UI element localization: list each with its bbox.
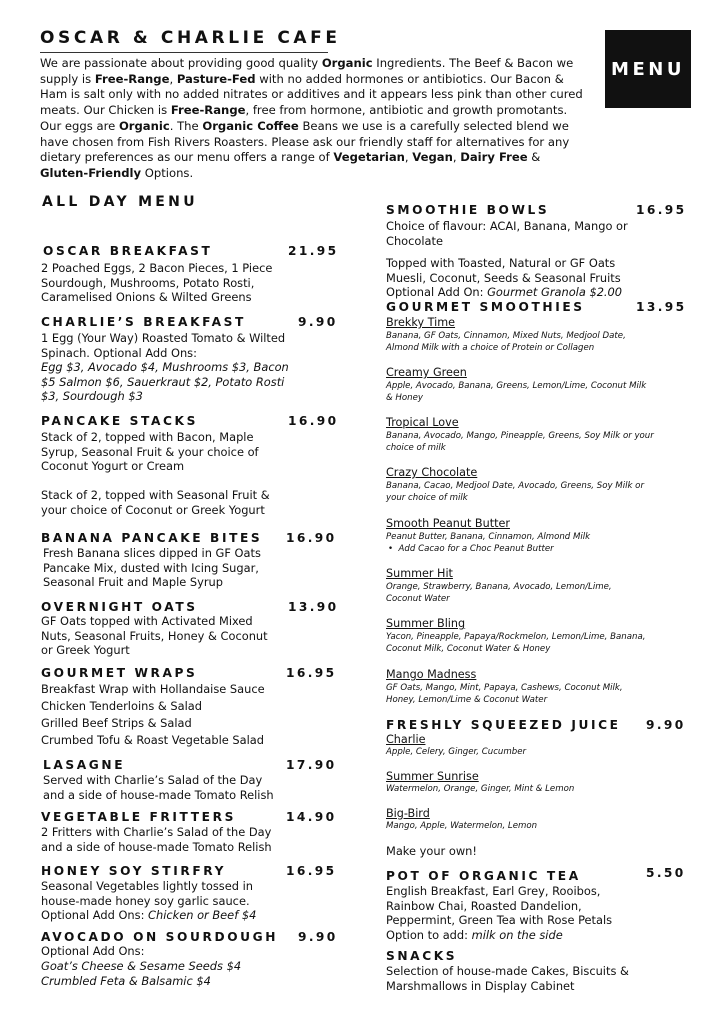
intro-text: Ingredients. The Beef & Bacon we supply is [40,56,574,86]
intro-emphasis: Vegan [412,150,453,165]
smoothie-ingredients: GF Oats, Mango, Mint, Papaya, Cashews, Coconut Milk, Honey, Lemon/Lime & Coconut Water [386,683,623,706]
lasagne-desc: Served with Charlie’s Salad of the Day and a side of house-made Tomato Relish [43,773,274,802]
charlies-breakfast-desc: 1 Egg (Your Way) Roasted Tomato & Wilted Spinach. Optional Add Ons: [41,331,286,360]
smoothie-name: Crazy Chocolate [386,466,478,479]
pancake-stacks-name: PANCAKE STACKS [41,414,198,428]
smoothie-name: Creamy Green [386,366,467,379]
vegetable-fritters-price: 14.90 [286,810,337,824]
intro-emphasis: Organic [118,118,170,133]
lasagne-name: LASAGNE [43,758,126,772]
oscar-breakfast-desc: 2 Poached Eggs, 2 Bacon Pieces, 1 Piece Sourdough, Mushrooms, Potato Rosti, Caramelised Onions & Wilted Greens [41,261,273,305]
charlies-breakfast-addons: Egg $3, Avocado $4, Mushrooms $3, Bacon $5 Salmon $6, Sauerkraut $2, Potato Rosti $3, Sourdough $3 [41,360,289,404]
charlies-breakfast-name: CHARLIE’S BREAKFAST [41,315,246,329]
pot-of-organic-tea-name: POT OF ORGANIC TEA [386,869,581,883]
intro-text: Options. [141,165,194,180]
intro-emphasis: Organic [321,56,373,70]
intro-emphasis: Free-Range [94,71,170,86]
juice-name: Summer Sunrise [386,770,479,783]
addon-value: Chicken or Beef $4 [148,908,257,922]
smoothie-bowls-name: SMOOTHIE BOWLS [386,203,550,217]
smoothie-ingredients: Yacon, Pineapple, Papaya/Rockmelon, Lemon/Lime, Banana, Coconut Milk, Coconut Water & Honey [386,632,646,655]
smoothie-bowls-topped: Topped with Toasted, Natural or GF Oats Muesli, Coconut, Seeds & Seasonal Fruits [386,256,621,285]
overnight-oats-desc: GF Oats topped with Activated Mixed Nuts, Seasonal Fruits, Honey & Coconut or Greek Yogurt [41,614,268,658]
intro-text: , free from hormone, antibiotic and growth promotants. Our eggs are [40,103,568,133]
smoothie-bowls-price: 16.95 [636,203,687,217]
menu-badge-label: MENU [611,58,685,80]
cafe-title: OSCAR & CHARLIE CAFE [40,28,341,48]
wrap-item: Breakfast Wrap with Hollandaise Sauce [41,682,265,696]
oscar-breakfast-name: OSCAR BREAKFAST [43,244,213,258]
bullet-icon: • [388,544,399,554]
intro-text: , [169,71,177,86]
intro-text: . The [169,118,203,133]
smoothie-bowls-addon [386,285,622,300]
snacks-name: SNACKS [386,949,458,963]
smoothie-name: Tropical Love [386,416,459,429]
juice-ingredients: Mango, Apple, Watermelon, Lemon [386,821,538,831]
pancake-stacks-desc-1: Stack of 2, topped with Bacon, Maple Syrup, Seasonal Fruit & your choice of Coconut Yogurt or Cream [41,430,259,474]
avocado-on-sourdough-name: AVOCADO ON SOURDOUGH [41,930,279,944]
smoothie-bowls-flavour: Choice of flavour: ACAI, Banana, Mango or Chocolate [386,219,628,248]
honey-soy-stirfry-desc: Seasonal Vegetables lightly tossed in house-made honey soy garlic sauce. [41,879,253,908]
gourmet-wraps-name: GOURMET WRAPS [41,666,198,680]
intro-text: We are passionate about providing good quality [40,56,322,70]
make-your-own: Make your own! [386,844,477,858]
oscar-breakfast-price: 21.95 [288,244,339,258]
intro-emphasis: Pasture-Fed [176,71,256,86]
intro-text: with no added hormones or antibiotics. Our Bacon & Ham is salt only with no added nitrates or additives and it appears less pink than other cured meats. Our Chicken is [40,71,583,118]
honey-soy-stirfry-name: HONEY SOY STIRFRY [41,864,227,878]
bullet-text: Add Cacao for a Choc Peanut Butter [398,544,554,554]
option-label: Option to add: [386,928,472,942]
smoothie-ingredients: Banana, Avocado, Mango, Pineapple, Greens, Soy Milk or your choice of milk [386,431,654,454]
intro-emphasis: Dairy Free [460,150,528,165]
avocado-addon-item: Crumbled Feta & Balsamic $4 [41,974,211,988]
intro-text: & [527,150,541,165]
smoothie-ingredients: Banana, GF Oats, Cinnamon, Mixed Nuts, Medjool Date, Almond Milk with a choice of Protein or Collagen [386,331,626,354]
smoothie-ingredients: Apple, Avocado, Banana, Greens, Lemon/Lime, Coconut Milk & Honey [386,381,647,404]
smoothie-name: Summer Bling [386,617,466,630]
intro-emphasis: Organic Coffee [202,118,299,133]
smoothie-ingredients: Orange, Strawberry, Banana, Avocado, Lemon/Lime, Coconut Water [386,582,612,605]
vegetable-fritters-name: VEGETABLE FRITTERS [41,810,236,824]
intro-emphasis: Free-Range [170,103,246,118]
avocado-addon-item: Goat’s Cheese & Sesame Seeds $4 [41,959,242,973]
addon-label: Optional Add Ons: [41,908,149,922]
intro-paragraph [40,56,590,182]
freshly-squeezed-juice-name: FRESHLY SQUEEZED JUICE [386,718,621,732]
wrap-item: Crumbed Tofu & Roast Vegetable Salad [41,733,264,747]
smoothie-name: Summer Hit [386,567,453,580]
overnight-oats-name: OVERNIGHT OATS [41,600,198,614]
lasagne-price: 17.90 [286,758,337,772]
pot-of-organic-tea-desc: English Breakfast, Earl Grey, Rooibos, Rainbow Chai, Roasted Dandelion, Peppermint, Green Tea with Rose Petals [386,884,613,928]
vegetable-fritters-desc: 2 Fritters with Charlie’s Salad of the Day and a side of house-made Tomato Relish [41,825,272,854]
all-day-menu-heading: ALL DAY MENU [42,194,198,210]
honey-soy-stirfry-price: 16.95 [286,864,337,878]
pot-of-organic-tea-price: 5.50 [646,866,686,880]
pancake-stacks-desc-2: Stack of 2, topped with Seasonal Fruit & your choice of Coconut or Greek Yogurt [41,488,270,517]
freshly-squeezed-juice-price: 9.90 [646,718,686,732]
intro-text: Beans we use is a carefully selected blend we have chosen from Fish Rivers Roasters. Please ask our friendly staff for alternatives for any dietary preferences as our menu offers a range of [40,118,570,165]
smoothie-name: Brekky Time [386,316,456,329]
gourmet-wraps-price: 16.95 [286,666,337,680]
charlies-breakfast-price: 9.90 [298,315,338,329]
smoothie-ingredients: Peanut Butter, Banana, Cinnamon, Almond Milk [386,532,591,542]
juice-name: Big-Bird [386,807,430,820]
banana-pancake-bites-name: BANANA PANCAKE BITES [41,531,263,545]
banana-pancake-bites-desc: Fresh Banana slices dipped in GF Oats Pancake Mix, dusted with Icing Sugar, Seasonal Fruit and Maple Syrup [43,546,261,590]
banana-pancake-bites-price: 16.90 [286,531,337,545]
wrap-item: Chicken Tenderloins & Salad [41,699,202,713]
intro-text: , [452,150,461,165]
intro-emphasis: Vegetarian [333,150,405,165]
gourmet-smoothies-name: GOURMET SMOOTHIES [386,300,585,314]
juice-ingredients: Watermelon, Orange, Ginger, Mint & Lemon [386,784,575,794]
juice-ingredients: Apple, Celery, Ginger, Cucumber [386,747,527,757]
intro-emphasis: Gluten-Friendly [40,165,142,180]
title-underline [40,52,328,53]
addon-label: Optional Add On: [386,285,488,299]
option-value: milk on the side [471,928,563,942]
overnight-oats-price: 13.90 [288,600,339,614]
avocado-on-sourdough-price: 9.90 [298,930,338,944]
avocado-addon-label: Optional Add Ons: [41,944,145,958]
tea-option [386,928,563,943]
smoothie-name: Smooth Peanut Butter [386,517,510,530]
smoothie-bullet-note [388,543,554,555]
gourmet-smoothies-price: 13.95 [636,300,687,314]
pancake-stacks-price: 16.90 [288,414,339,428]
wrap-item: Grilled Beef Strips & Salad [41,716,192,730]
honey-soy-stirfry-addon [41,908,256,923]
addon-value: Gourmet Granola $2.00 [487,285,623,299]
juice-name: Charlie [386,733,426,746]
snacks-desc: Selection of house-made Cakes, Biscuits & Marshmallows in Display Cabinet [386,964,629,993]
smoothie-name: Mango Madness [386,668,477,681]
menu-badge [605,30,691,108]
smoothie-ingredients: Banana, Cacao, Medjool Date, Avocado, Greens, Soy Milk or your choice of milk [386,481,644,504]
intro-text: , [404,150,413,165]
